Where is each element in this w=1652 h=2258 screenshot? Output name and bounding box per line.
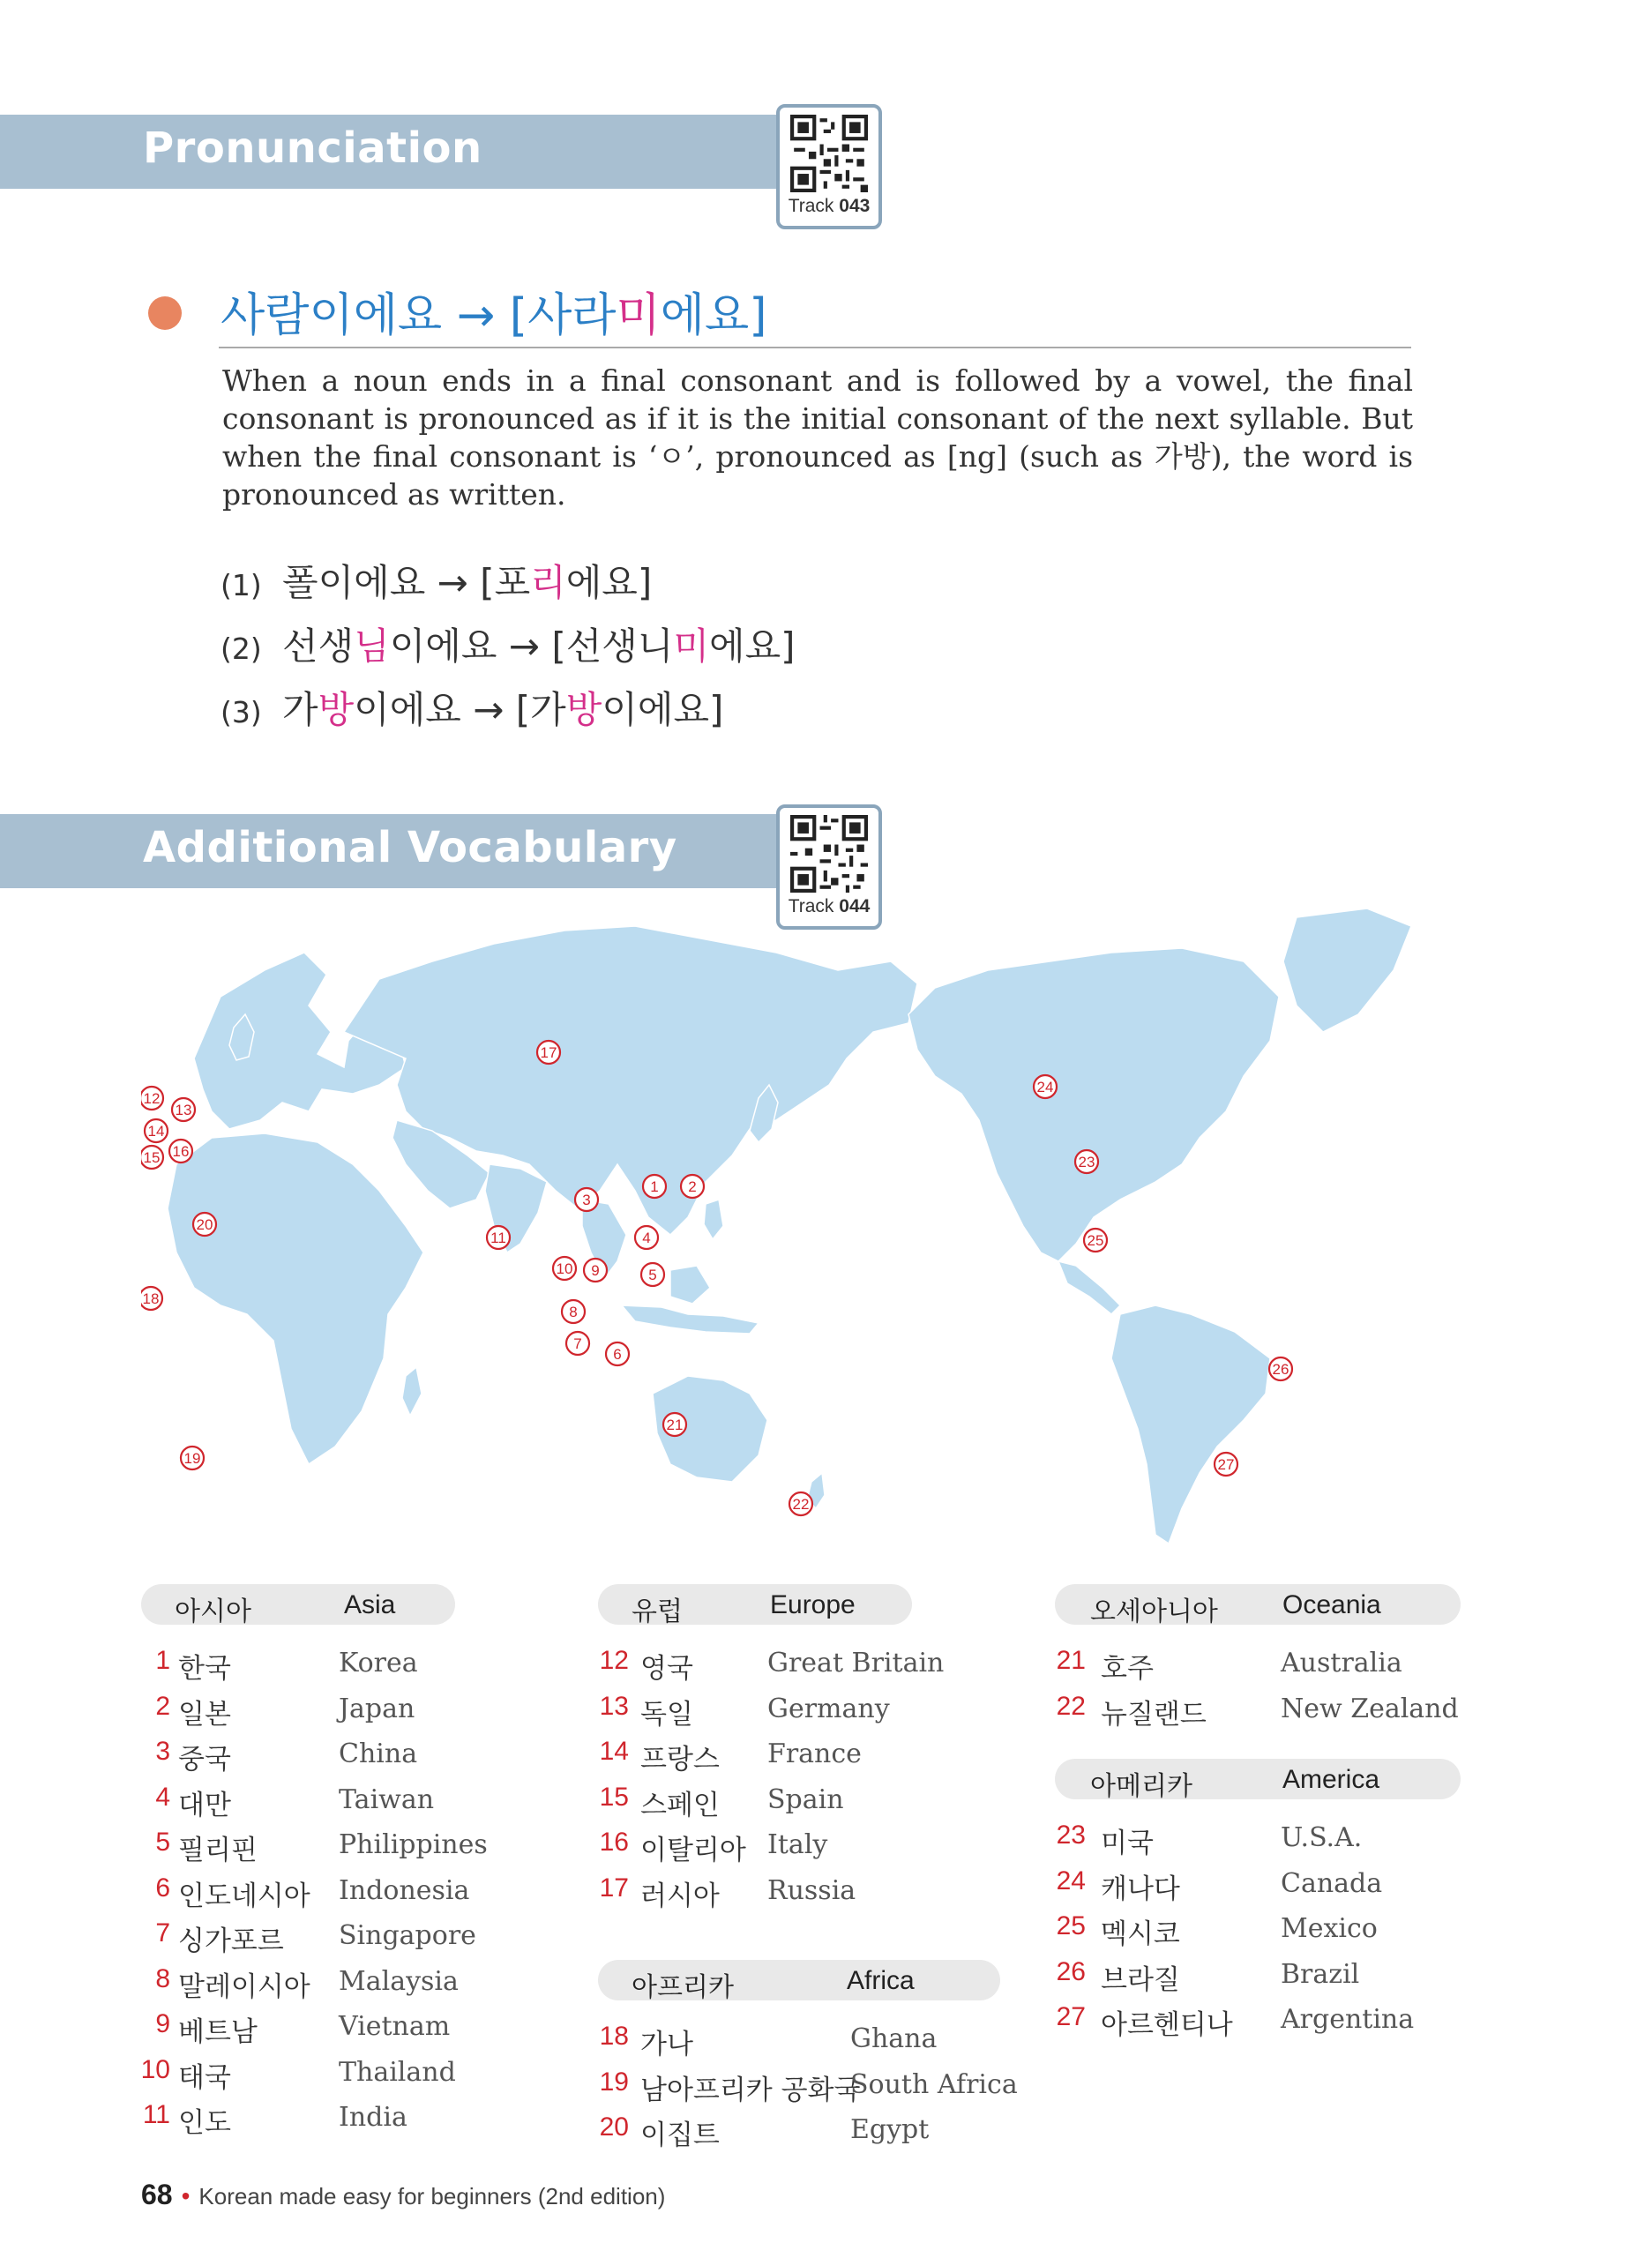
- example-highlight: 미: [673, 624, 710, 668]
- vocab-english: India: [339, 2102, 407, 2133]
- vocab-item-africa: [599, 2022, 938, 2060]
- category-asia: [141, 1584, 455, 1625]
- map-marker-label: 17: [540, 1044, 557, 1061]
- map-marker-label: 3: [582, 1192, 591, 1208]
- page-number: 68: [141, 2179, 173, 2210]
- vocab-item-america: [1056, 1821, 1363, 1859]
- map-marker-label: 27: [1217, 1456, 1235, 1473]
- vocab-item-asia: [155, 1828, 488, 1866]
- bullet-icon: [148, 296, 182, 330]
- vocab-item-america: [1056, 1911, 1378, 1950]
- map-marker-16: [169, 1140, 192, 1163]
- philippines-landmass: [704, 1200, 723, 1239]
- vocab-english: Germany: [767, 1693, 890, 1724]
- vocab-english: Korea: [339, 1648, 418, 1679]
- vocab-korean: 호주: [1101, 1653, 1154, 1685]
- category-ko: 아시아: [175, 1596, 251, 1627]
- vocab-number: 24: [1056, 1865, 1086, 1895]
- map-marker-5: [641, 1263, 664, 1286]
- map-marker-label: 14: [147, 1123, 165, 1140]
- category-ko: 유럽: [632, 1596, 683, 1627]
- example-1: [221, 554, 652, 607]
- map-marker-label: 26: [1272, 1361, 1289, 1378]
- vocab-english: Malaysia: [339, 1965, 459, 1997]
- vocab-korean: 태국: [178, 2061, 231, 2094]
- vocab-number: 16: [599, 1828, 629, 1857]
- vocab-number: 21: [1056, 1646, 1086, 1675]
- map-marker-label: 25: [1087, 1232, 1104, 1249]
- vocab-item-america: [1056, 1956, 1360, 1996]
- category-en: Africa: [847, 1966, 915, 1995]
- vocab-english: Ghana: [850, 2023, 938, 2054]
- vocab-item-europe: [599, 1691, 890, 1731]
- map-marker-label: 13: [175, 1102, 192, 1118]
- map-marker-label: 12: [143, 1090, 161, 1107]
- map-marker-25: [1084, 1229, 1107, 1252]
- vocab-number: 13: [599, 1691, 629, 1721]
- map-marker-label: 16: [172, 1143, 190, 1160]
- vocab-item-africa: [599, 2067, 1018, 2106]
- section-title: Additional Vocabulary: [143, 823, 677, 872]
- vocab-item-europe: [599, 1782, 844, 1821]
- vocab-korean: 캐나다: [1101, 1873, 1180, 1905]
- category-america: [1055, 1759, 1461, 1802]
- vocab-item-america: [1056, 2002, 1415, 2041]
- map-marker-19: [181, 1447, 204, 1469]
- world-map: [141, 900, 1517, 1552]
- map-marker-21: [663, 1413, 686, 1436]
- vocab-korean: 일본: [178, 1698, 231, 1731]
- vocab-korean: 영국: [640, 1653, 693, 1685]
- book-title: Korean made easy for beginners (2nd edition): [198, 2183, 666, 2209]
- category-ko: 오세아니아: [1090, 1596, 1218, 1627]
- map-marker-20: [193, 1213, 216, 1236]
- indonesia-landmass: [622, 1305, 759, 1334]
- map-marker-label: 2: [688, 1178, 697, 1195]
- vocab-english: Taiwan: [339, 1783, 435, 1815]
- vocab-korean: 남아프리카 공화국: [640, 2074, 861, 2106]
- map-marker-label: 9: [591, 1262, 600, 1279]
- example-text: 폴이에요 → [포: [282, 561, 531, 604]
- vocab-item-asia: [155, 1963, 459, 2003]
- track-number: 044: [839, 896, 871, 916]
- map-marker-8: [562, 1300, 585, 1323]
- track-word: Track: [788, 196, 834, 216]
- vocab-item-oceania: [1056, 1691, 1459, 1731]
- vocab-item-oceania: [1056, 1646, 1402, 1685]
- vocab-item-asia: [140, 2054, 456, 2094]
- map-marker-label: 18: [142, 1290, 160, 1307]
- heading-text: 사람이에요 → [사라: [221, 289, 617, 342]
- example-2: [221, 617, 796, 670]
- qr-code-track-043[interactable]: [776, 104, 882, 229]
- vocab-item-asia: [155, 1782, 435, 1821]
- page-footer: [141, 2179, 665, 2211]
- category-en: Europe: [770, 1590, 856, 1619]
- map-marker-22: [789, 1492, 812, 1515]
- vocab-korean: 이탈리아: [640, 1835, 746, 1866]
- map-marker-1: [643, 1175, 666, 1198]
- map-marker-label: 11: [490, 1230, 506, 1246]
- map-marker-4: [635, 1226, 658, 1249]
- example-number: (1): [221, 568, 262, 602]
- vocab-english: New Zealand: [1281, 1693, 1459, 1724]
- map-marker-label: 21: [666, 1417, 684, 1433]
- example-text-end: 이에요]: [602, 688, 724, 731]
- vocab-number: 11: [142, 2100, 170, 2129]
- example-number: (2): [221, 632, 262, 666]
- category-en: America: [1282, 1765, 1380, 1794]
- map-marker-label: 10: [556, 1260, 573, 1277]
- map-marker-label: 19: [183, 1450, 201, 1467]
- vocab-korean: 중국: [178, 1744, 231, 1776]
- vocab-english: Vietnam: [339, 2011, 451, 2042]
- map-marker-label: 22: [792, 1496, 810, 1513]
- vocab-korean: 인도: [178, 2107, 231, 2139]
- vocab-korean: 대만: [178, 1789, 231, 1821]
- map-marker-11: [487, 1226, 510, 1249]
- example-text: 선생: [282, 624, 355, 668]
- vocab-korean: 러시아: [640, 1880, 720, 1912]
- madagascar-landmass: [402, 1367, 422, 1416]
- central-america-landmass: [1058, 1261, 1120, 1314]
- vocab-item-asia: [155, 1691, 415, 1731]
- category-ko: 아프리카: [632, 1972, 734, 2003]
- vocabulary-section-bar: [0, 814, 776, 888]
- map-marker-3: [575, 1188, 598, 1211]
- vocab-korean: 미국: [1101, 1828, 1154, 1859]
- vocab-number: 17: [599, 1873, 629, 1903]
- map-marker-label: 23: [1078, 1154, 1095, 1170]
- map-marker-13: [172, 1098, 195, 1121]
- map-marker-label: 6: [613, 1346, 622, 1363]
- vocab-number: 3: [155, 1737, 170, 1766]
- vocab-number: 7: [155, 1918, 170, 1948]
- borneo-landmass: [670, 1266, 710, 1304]
- qr-code-icon: [790, 815, 868, 893]
- vocab-korean: 프랑스: [640, 1744, 720, 1776]
- map-marker-label: 8: [569, 1304, 578, 1320]
- vocab-number: 2: [155, 1691, 170, 1721]
- category-en: Asia: [344, 1590, 396, 1619]
- track-word: Track: [788, 896, 834, 916]
- vocab-number: 26: [1056, 1956, 1086, 1986]
- vocab-english: Mexico: [1281, 1913, 1378, 1944]
- vocab-english: Spain: [767, 1783, 844, 1815]
- vocab-english: Argentina: [1281, 2004, 1415, 2035]
- vocab-item-asia: [155, 2009, 451, 2048]
- vocab-number: 19: [599, 2067, 629, 2097]
- vocab-number: 9: [155, 2009, 170, 2038]
- vocab-number: 8: [155, 1963, 170, 1993]
- map-marker-2: [681, 1175, 704, 1198]
- vocab-korean: 브라질: [1101, 1963, 1180, 1996]
- vocab-number: 22: [1056, 1691, 1086, 1721]
- map-marker-label: 20: [196, 1216, 213, 1233]
- pronunciation-heading: [221, 278, 767, 344]
- vocab-item-europe: [599, 1646, 945, 1685]
- vocab-number: 14: [599, 1737, 629, 1766]
- vocab-number: 27: [1056, 2002, 1086, 2031]
- vocab-english: France: [767, 1738, 862, 1769]
- heading-highlight: 미: [616, 289, 661, 342]
- vocab-korean: 가나: [640, 2029, 693, 2060]
- vocab-korean: 싱가포르: [178, 1925, 284, 1957]
- pronunciation-section-bar: [0, 115, 776, 189]
- map-marker-24: [1034, 1075, 1057, 1098]
- vocab-english: U.S.A.: [1281, 1822, 1363, 1853]
- vocab-number: 5: [155, 1828, 170, 1857]
- map-marker-label: 1: [650, 1178, 659, 1195]
- greenland-landmass: [1283, 908, 1411, 1032]
- vocab-number: 6: [155, 1873, 170, 1903]
- vocab-english: Brazil: [1281, 1958, 1360, 1990]
- vocab-number: 25: [1056, 1911, 1086, 1940]
- south-america-landmass: [1111, 1305, 1270, 1544]
- example-text-end: 에요]: [565, 561, 653, 604]
- category-en: Oceania: [1282, 1590, 1381, 1619]
- vocab-english: Italy: [767, 1829, 828, 1860]
- category-europe: [598, 1584, 912, 1625]
- vocab-english: Indonesia: [339, 1874, 470, 1906]
- example-highlight: 님: [354, 624, 390, 668]
- map-marker-26: [1269, 1357, 1292, 1380]
- vocab-item-europe: [599, 1873, 856, 1912]
- map-marker-10: [553, 1257, 576, 1280]
- vocab-item-asia: [155, 1737, 418, 1776]
- vocab-number: 23: [1056, 1821, 1086, 1850]
- example-text-mid: 이에요 → [선생니: [389, 624, 674, 668]
- example-text: 가: [282, 688, 318, 731]
- map-marker-label: 7: [573, 1335, 582, 1352]
- map-marker-23: [1075, 1150, 1098, 1173]
- vocab-number: 20: [599, 2112, 629, 2142]
- map-landmasses: [168, 908, 1411, 1544]
- example-highlight: 방: [565, 688, 602, 731]
- vocab-english: Canada: [1281, 1867, 1383, 1899]
- vocab-korean: 필리핀: [178, 1835, 258, 1866]
- vocab-number: 1: [155, 1646, 170, 1675]
- vocab-item-europe: [599, 1737, 862, 1776]
- vocab-number: 4: [155, 1782, 170, 1812]
- example-highlight: 리: [530, 561, 566, 604]
- map-marker-17: [537, 1041, 560, 1064]
- map-marker-9: [584, 1259, 607, 1282]
- map-marker-label: 5: [648, 1267, 657, 1283]
- track-label: [780, 196, 878, 217]
- vocab-english: Japan: [339, 1693, 415, 1724]
- vocab-korean: 스페인: [640, 1789, 720, 1821]
- example-number: (3): [221, 695, 262, 729]
- heading-text-end: 에요]: [660, 289, 767, 342]
- vocab-english: Russia: [767, 1874, 856, 1906]
- vocab-number: 12: [599, 1646, 629, 1675]
- vocab-korean: 이집트: [640, 2120, 720, 2151]
- north-america-landmass: [908, 948, 1279, 1261]
- map-marker-label: 4: [642, 1230, 651, 1246]
- vocab-number: 18: [599, 2022, 629, 2051]
- section-title: Pronunciation: [143, 123, 482, 173]
- vocab-english: Singapore: [339, 1920, 476, 1951]
- vocab-item-america: [1056, 1865, 1383, 1905]
- vocab-number: 10: [140, 2054, 170, 2084]
- map-marker-label: 15: [143, 1149, 161, 1166]
- map-marker-27: [1215, 1453, 1237, 1476]
- vocab-korean: 뉴질랜드: [1101, 1698, 1207, 1731]
- vocab-korean: 말레이시아: [178, 1970, 310, 2003]
- example-text-mid: 이에요 → [가: [354, 688, 566, 731]
- example-text-end: 에요]: [709, 624, 796, 668]
- vocab-item-asia: [155, 1646, 418, 1685]
- vocab-korean: 베트남: [178, 2016, 258, 2048]
- map-marker-label: 24: [1036, 1079, 1054, 1095]
- example-highlight: 방: [318, 688, 355, 731]
- track-number: 043: [839, 196, 871, 216]
- category-ko: 아메리카: [1090, 1771, 1192, 1802]
- map-marker-14: [145, 1119, 168, 1142]
- map-marker-12: [141, 1087, 163, 1110]
- vocab-korean: 한국: [178, 1653, 231, 1685]
- vocab-english: Australia: [1281, 1648, 1402, 1679]
- pronunciation-explanation: When a noun ends in a final consonant and is followed by a vowel, the final consonant is pronounced as if it is the initial consonant of the next syllable. But when the final consonant is ‘ㅇ’, pronounced as [ng] (such as 가방), the word is pronounced as written.: [222, 363, 1413, 512]
- vocab-item-africa: [599, 2112, 930, 2151]
- vocab-korean: 인도네시아: [178, 1880, 310, 1912]
- heading-divider: [219, 347, 1411, 348]
- example-3: [221, 681, 723, 734]
- vocab-item-europe: [599, 1828, 828, 1866]
- vocab-korean: 멕시코: [1101, 1918, 1180, 1950]
- vocab-item-asia: [155, 1873, 470, 1912]
- africa-landmass: [168, 1133, 423, 1464]
- vocab-english: Thailand: [339, 2056, 456, 2088]
- vocab-english: Great Britain: [767, 1648, 945, 1679]
- separator-dot: •: [181, 2182, 191, 2209]
- map-marker-7: [566, 1332, 589, 1355]
- map-marker-18: [141, 1287, 162, 1310]
- vocab-english: South Africa: [850, 2068, 1018, 2100]
- category-oceania: [1055, 1584, 1461, 1625]
- vocab-english: Philippines: [339, 1829, 488, 1860]
- qr-code-icon: [790, 115, 868, 192]
- vocab-english: Egypt: [850, 2114, 930, 2145]
- category-africa: [598, 1960, 1000, 2003]
- vocab-korean: 독일: [640, 1698, 693, 1731]
- map-marker-6: [606, 1342, 629, 1365]
- vocab-number: 15: [599, 1782, 629, 1812]
- vocab-item-asia: [155, 1918, 476, 1957]
- map-marker-15: [141, 1146, 163, 1169]
- vocab-korean: 아르헨티나: [1101, 2009, 1233, 2041]
- vocab-english: China: [339, 1738, 418, 1769]
- vocab-item-asia: [142, 2100, 407, 2139]
